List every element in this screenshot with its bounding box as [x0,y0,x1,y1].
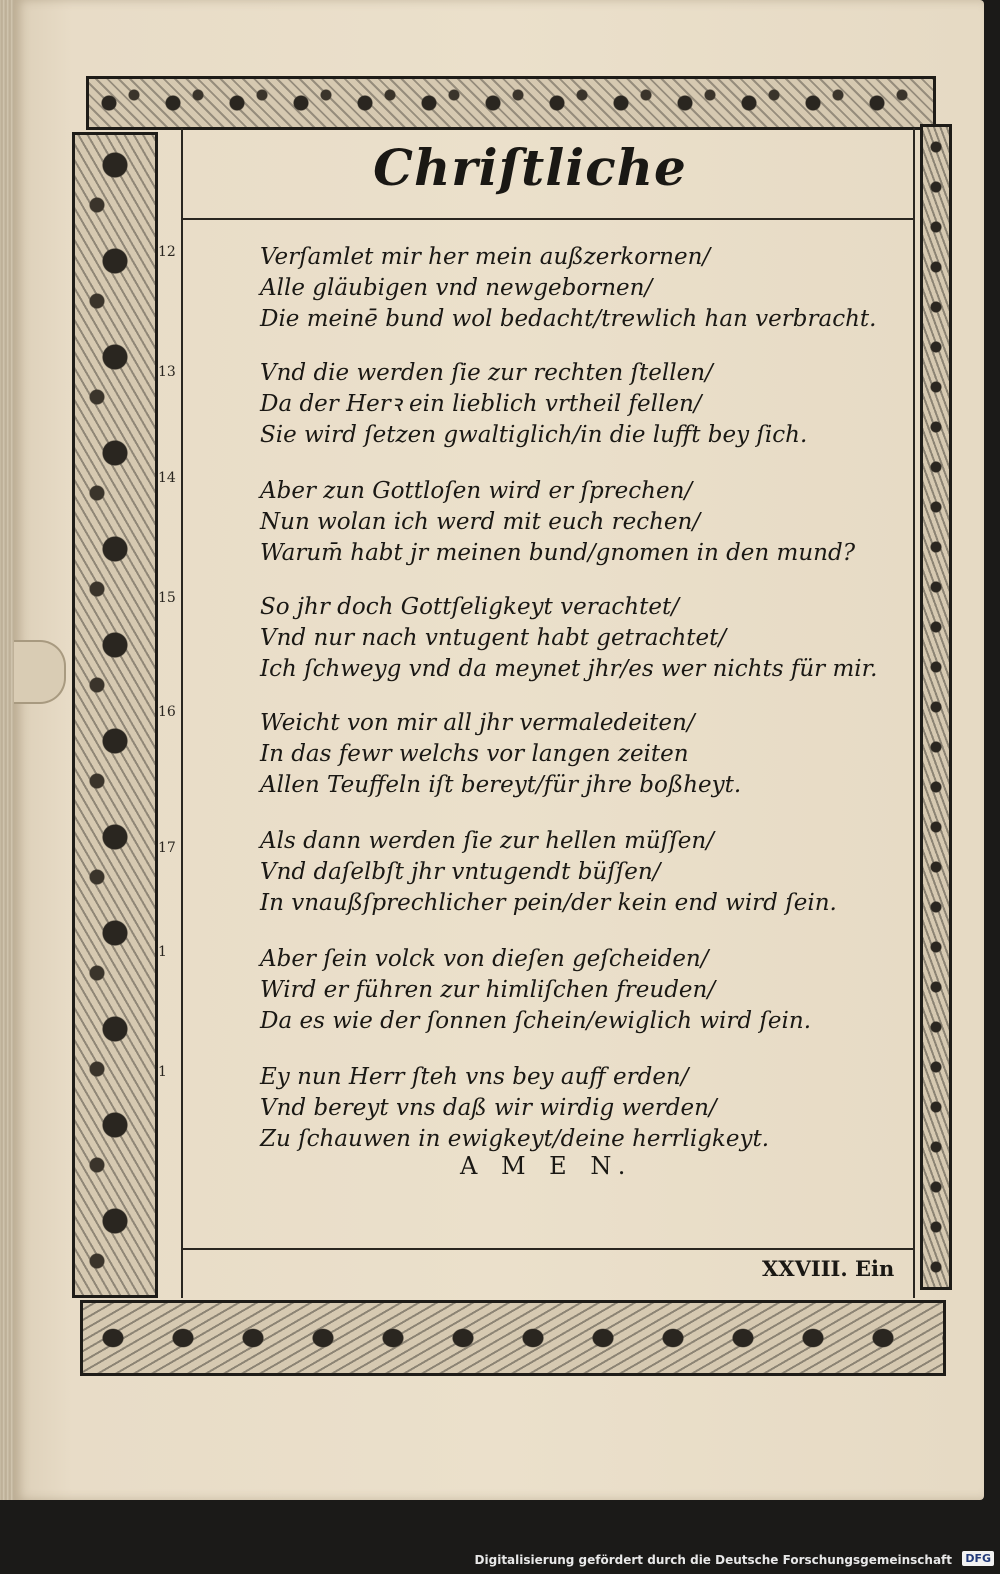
verse-line: Aber zun Gottloſen wird er ſprechen/ [260,478,693,504]
verse-line: In das fewr welchs vor langen zeiten [260,741,689,767]
verse-line: Ich ſchweyg vnd da meynet jhr/es wer nichts für mir. [260,656,878,682]
verse-line: Als dann werden ſie zur hellen müſſen/ [260,828,714,854]
stanza [260,944,880,1037]
frame-rule-left [181,128,183,1298]
page-title: Chriſtliche [373,138,687,197]
verse-number: 1 [158,944,167,960]
credit-text: Digitalisierung gefördert durch die Deutsche Forschungsgemeinschaft [474,1553,952,1567]
verse-line: Aber ſein volck von dieſen geſcheiden/ [260,946,709,972]
verse-line: Sie wird ſetzen gwaltiglich/in die lufft bey ſich. [260,422,808,448]
verse-line: In vnaußſprechlicher pein/der kein end wird ſein. [260,890,837,916]
verse-line: So jhr doch Gottſeligkeyt verachtet/ [260,594,679,620]
catchword: XXVIII. Ein [762,1256,895,1281]
ornament-border-bottom [80,1300,946,1376]
verse-line: Die meinē bund wol bedacht/trewlich han verbracht. [260,306,877,332]
verse-line: Da es wie der ſonnen ſchein/ewiglich wird ſein. [260,1008,812,1034]
verse-number: 17 [158,840,176,856]
verse-line: Ey nun Herr ſteh vns bey auff erden/ [260,1064,689,1090]
verse-number: 12 [158,244,176,260]
verse-line: Allen Teuffeln iſt bereyt/für jhre boßheyt. [260,772,742,798]
verse-number: 15 [158,590,176,606]
verse-number: 14 [158,470,176,486]
verse-line: Zu ſchauwen in ewigkeyt/deine herrligkeyt. [260,1126,770,1152]
stanza [260,476,880,569]
stanza [260,1062,880,1155]
digitization-credit-bar [0,1545,1000,1574]
ornament-border-top [86,76,936,130]
stanza [260,592,880,685]
verse-line: Vnd nur nach vntugent habt getrachtet/ [260,625,727,651]
stanza [260,242,880,335]
verse-number: 13 [158,364,176,380]
ornament-border-left [72,132,158,1298]
verse-line: Da der Herꝛ ein lieblich vrtheil fellen/ [260,391,702,417]
verse-line: Vnd bereyt vns daß wir wirdig werden/ [260,1095,717,1121]
verse-line: Warum̄ habt jr meinen bund/gnomen in den mund? [260,540,856,566]
verse-line: Verſamlet mir her mein außzerkornen/ [260,244,711,270]
dfg-logo: DFG [962,1551,994,1566]
stanza [260,708,880,801]
verse-line: Wird er führen zur himliſchen freuden/ [260,977,716,1003]
header-rule [181,218,915,220]
verse-number: 1 [158,1064,167,1080]
verse-number: 16 [158,704,176,720]
verse-line: Alle gläubigen vnd newgebornen/ [260,275,653,301]
verse-line: Weicht von mir all jhr vermaledeiten/ [260,710,695,736]
footer-rule [181,1248,915,1250]
stanza [260,826,880,919]
stanza [260,358,880,451]
ornament-border-right [920,124,952,1290]
verse-line: Vnd die werden ſie zur rechten ſtellen/ [260,360,713,386]
verse-line: Nun wolan ich werd mit euch rechen/ [260,509,701,535]
page-clip [14,640,66,704]
verse-line: Vnd daſelbſt jhr vntugendt büſſen/ [260,859,661,885]
frame-rule-right [913,128,915,1298]
amen: A M E N. [460,1152,634,1180]
